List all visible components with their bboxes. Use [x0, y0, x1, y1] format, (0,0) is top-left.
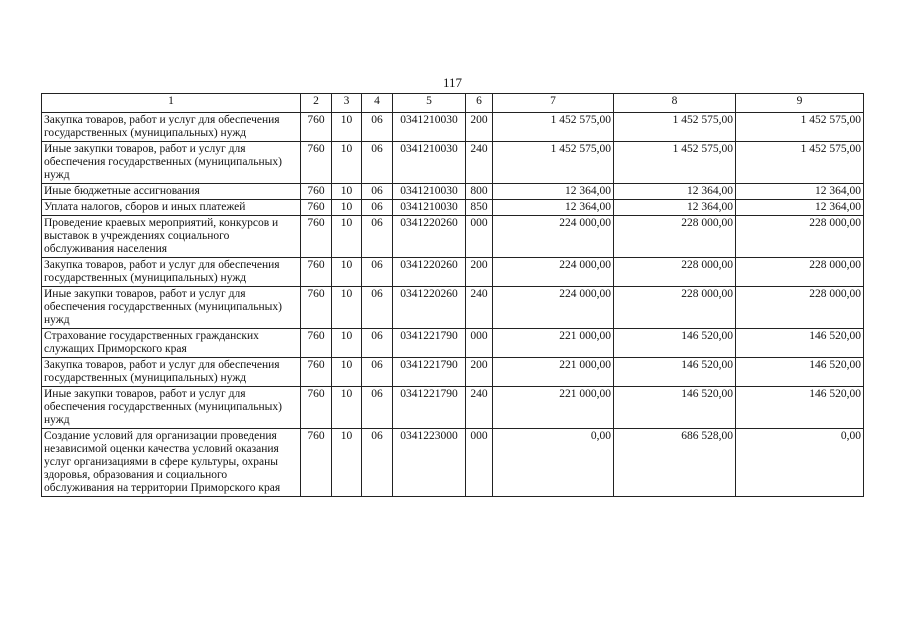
amount-cell: 228 000,00: [736, 258, 864, 287]
code-cell: 760: [301, 358, 332, 387]
code-cell: 200: [466, 113, 493, 142]
code-cell: 10: [332, 429, 362, 497]
amount-cell: 146 520,00: [736, 387, 864, 429]
code-cell: 760: [301, 113, 332, 142]
code-cell: 10: [332, 142, 362, 184]
amount-cell: 146 520,00: [736, 329, 864, 358]
code-cell: 760: [301, 184, 332, 200]
code-cell: 760: [301, 329, 332, 358]
row-name: Иные закупки товаров, работ и услуг для обеспечения государственных (муниципальных) нужд: [42, 142, 301, 184]
amount-cell: 146 520,00: [614, 358, 736, 387]
code-cell: 06: [362, 184, 393, 200]
code-cell: 240: [466, 287, 493, 329]
table-row: [42, 358, 864, 387]
code-cell: 10: [332, 329, 362, 358]
code-cell: 0341210030: [393, 142, 466, 184]
amount-cell: 228 000,00: [736, 216, 864, 258]
code-cell: 10: [332, 184, 362, 200]
amount-cell: 12 364,00: [614, 200, 736, 216]
amount-cell: 221 000,00: [493, 358, 614, 387]
amount-cell: 224 000,00: [493, 258, 614, 287]
code-cell: 06: [362, 200, 393, 216]
code-cell: 10: [332, 216, 362, 258]
table-row: [42, 287, 864, 329]
row-name: Закупка товаров, работ и услуг для обеспечения государственных (муниципальных) нужд: [42, 258, 301, 287]
amount-cell: 224 000,00: [493, 216, 614, 258]
column-header: 2: [301, 94, 332, 113]
amount-cell: 228 000,00: [614, 287, 736, 329]
table-row: [42, 142, 864, 184]
code-cell: 06: [362, 142, 393, 184]
amount-cell: 1 452 575,00: [736, 142, 864, 184]
column-header: 3: [332, 94, 362, 113]
amount-cell: 0,00: [493, 429, 614, 497]
table-row: [42, 113, 864, 142]
column-header: 7: [493, 94, 614, 113]
table-row: [42, 258, 864, 287]
amount-cell: 1 452 575,00: [614, 142, 736, 184]
amount-cell: 228 000,00: [614, 258, 736, 287]
code-cell: 0341210030: [393, 184, 466, 200]
row-name: Создание условий для организации проведения независимой оценки качества условий оказания услуг организациями в сфере культуры, охраны здоровья, образования и социального обслуживания на территории Приморского края: [42, 429, 301, 497]
code-cell: 0341220260: [393, 287, 466, 329]
code-cell: 06: [362, 258, 393, 287]
code-cell: 760: [301, 258, 332, 287]
amount-cell: 12 364,00: [614, 184, 736, 200]
row-name: Проведение краевых мероприятий, конкурсов и выставок в учреждениях социального обслуживания населения: [42, 216, 301, 258]
code-cell: 06: [362, 358, 393, 387]
amount-cell: 12 364,00: [493, 200, 614, 216]
amount-cell: 224 000,00: [493, 287, 614, 329]
code-cell: 240: [466, 387, 493, 429]
code-cell: 800: [466, 184, 493, 200]
amount-cell: 228 000,00: [614, 216, 736, 258]
row-name: Страхование государственных гражданских служащих Приморского края: [42, 329, 301, 358]
column-header: 8: [614, 94, 736, 113]
row-name: Иные закупки товаров, работ и услуг для обеспечения государственных (муниципальных) нужд: [42, 287, 301, 329]
table-body: [42, 113, 864, 497]
code-cell: 0341221790: [393, 387, 466, 429]
code-cell: 000: [466, 329, 493, 358]
code-cell: 0341223000: [393, 429, 466, 497]
column-header: 1: [42, 94, 301, 113]
amount-cell: 146 520,00: [614, 387, 736, 429]
table-row: [42, 184, 864, 200]
column-header: 9: [736, 94, 864, 113]
code-cell: 000: [466, 216, 493, 258]
code-cell: 760: [301, 429, 332, 497]
amount-cell: 1 452 575,00: [736, 113, 864, 142]
code-cell: 06: [362, 329, 393, 358]
row-name: Иные закупки товаров, работ и услуг для обеспечения государственных (муниципальных) нужд: [42, 387, 301, 429]
amount-cell: 1 452 575,00: [493, 142, 614, 184]
column-header: 4: [362, 94, 393, 113]
code-cell: 0341220260: [393, 258, 466, 287]
code-cell: 760: [301, 200, 332, 216]
amount-cell: 146 520,00: [614, 329, 736, 358]
code-cell: 000: [466, 429, 493, 497]
code-cell: 0341220260: [393, 216, 466, 258]
amount-cell: 221 000,00: [493, 329, 614, 358]
table-row: [42, 200, 864, 216]
code-cell: 200: [466, 258, 493, 287]
budget-table: [41, 93, 864, 497]
code-cell: 850: [466, 200, 493, 216]
amount-cell: 12 364,00: [736, 184, 864, 200]
row-name: Уплата налогов, сборов и иных платежей: [42, 200, 301, 216]
table-row: [42, 387, 864, 429]
column-header: 5: [393, 94, 466, 113]
code-cell: 10: [332, 287, 362, 329]
code-cell: 760: [301, 216, 332, 258]
code-cell: 06: [362, 429, 393, 497]
code-cell: 06: [362, 287, 393, 329]
code-cell: 06: [362, 387, 393, 429]
amount-cell: 221 000,00: [493, 387, 614, 429]
code-cell: 760: [301, 287, 332, 329]
code-cell: 760: [301, 142, 332, 184]
code-cell: 200: [466, 358, 493, 387]
code-cell: 240: [466, 142, 493, 184]
code-cell: 0341221790: [393, 358, 466, 387]
amount-cell: 686 528,00: [614, 429, 736, 497]
column-header: 6: [466, 94, 493, 113]
code-cell: 760: [301, 387, 332, 429]
code-cell: 10: [332, 200, 362, 216]
amount-cell: 1 452 575,00: [614, 113, 736, 142]
code-cell: 10: [332, 387, 362, 429]
row-name: Иные бюджетные ассигнования: [42, 184, 301, 200]
amount-cell: 1 452 575,00: [493, 113, 614, 142]
amount-cell: 228 000,00: [736, 287, 864, 329]
code-cell: 06: [362, 113, 393, 142]
row-name: Закупка товаров, работ и услуг для обеспечения государственных (муниципальных) нужд: [42, 358, 301, 387]
code-cell: 06: [362, 216, 393, 258]
table-row: [42, 329, 864, 358]
amount-cell: 0,00: [736, 429, 864, 497]
amount-cell: 12 364,00: [493, 184, 614, 200]
amount-cell: 146 520,00: [736, 358, 864, 387]
header-row: [42, 94, 864, 113]
code-cell: 10: [332, 258, 362, 287]
code-cell: 0341221790: [393, 329, 466, 358]
amount-cell: 12 364,00: [736, 200, 864, 216]
code-cell: 0341210030: [393, 113, 466, 142]
table-row: [42, 216, 864, 258]
code-cell: 10: [332, 113, 362, 142]
code-cell: 0341210030: [393, 200, 466, 216]
table-row: [42, 429, 864, 497]
row-name: Закупка товаров, работ и услуг для обеспечения государственных (муниципальных) нужд: [42, 113, 301, 142]
code-cell: 10: [332, 358, 362, 387]
page-number: 117: [442, 75, 463, 90]
